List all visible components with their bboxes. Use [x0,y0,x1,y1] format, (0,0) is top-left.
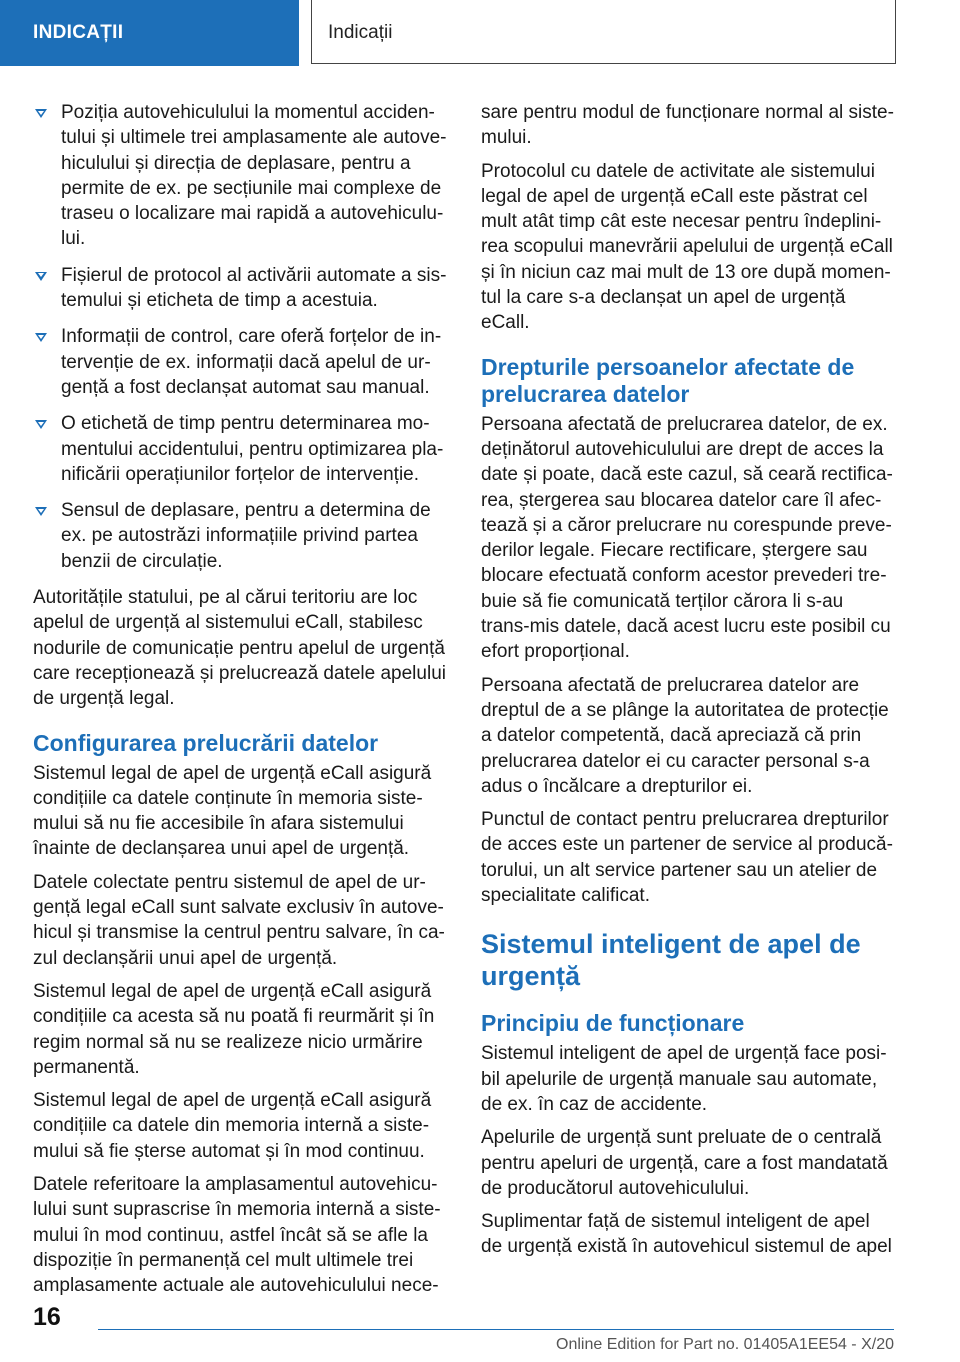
triangle-bullet-icon [35,507,47,516]
page-number: 16 [33,1303,61,1331]
paragraph: sare pentru modul de funcționare normal al siste-mului. [481,102,894,149]
triangle-bullet-icon [35,272,47,281]
paragraph: Suplimentar față de sistemul inteligent de apel de urgență există în autovehicul sistemul de apel [481,1211,892,1258]
page-title: Indicații [311,0,896,64]
section-tab[interactable]: INDICAȚII [0,0,299,66]
list-item: Informații de control, care oferă forțelor de in-tervenție de ex. informații dacă apelul de ur-gență a fost declanșat automat sau manual. [33,324,448,400]
page-header [0,0,960,66]
paragraph: Sistemul legal de apel de urgență eCall asigură condițiile ca datele conținute în memoria siste-mului să nu fie accesibile în afara sistemului înainte de declanșarea unui apel de urgență. [33,762,432,860]
paragraph: Apelurile de urgență sunt preluate de o centrală pentru apeluri de urgență, care a fost mandatată de producătorul autovehiculului. [481,1127,888,1199]
footer-divider [98,1329,894,1330]
paragraph: Datele colectate pentru sistemul de apel de ur-gență legal eCall sunt salvate exclusiv în autove-hicul și transmise la centrul pentru salvare, în ca-zul declanșării unui apel de urgență. [33,871,445,969]
paragraph: Persoana afectată de prelucrarea datelor, de ex. deținătorul autovehiculului are drept de acces la date și poate, dacă este cazul, să ceară rectifica-rea, ștergerea sau blocarea datelor care îl afec-tează și a căror prelucrare nu corespunde preve-derilor legale. Fiecare rectificare, ștergere sau blocare efectuată conform acestor prevederi tre-buie să fie comunicată terților cărora li s-au trans-mis datele, dacă acest lucru este posibil cu efort proporțional. [481,413,893,663]
edition-footer: Online Edition for Part no. 01405A1EE54 - X/20 [556,1336,894,1353]
paragraph: Sistemul legal de apel de urgență eCall asigură condițiile ca acesta să nu poată fi reurmărit și în regim normal să nu se realizeze nicio urmărire permanentă. [33,980,435,1078]
paragraph: Sistemul inteligent de apel de urgență face posi-bil apelurile de urgență manuale sau automate, de ex. în caz de accidente. [481,1043,887,1115]
list-item: Sensul de deplasare, pentru a determina de ex. pe autostrăzi informațiile privind partea benzii de circulație. [33,498,448,574]
list-item: Poziția autovehiculului la momentul acciden-tului și ultimele trei amplasamente ale autove-hiculului și direcția de deplasare, pentru a permite de ex. pe secțiunile mai complexe de traseu o localizare mai rapidă a autovehiculu-lui. [33,100,448,252]
section-heading: Drepturile persoanelor afectate de prelucrarea datelor [481,353,855,407]
left-column [33,100,448,1306]
list-item: O etichetă de timp pentru determinarea mo-mentului accidentului, pentru optimizarea pla-nificării operațiunilor forțelor de intervenție. [33,411,448,487]
paragraph: Autoritățile statului, pe al cărui teritoriu are loc apelul de urgență al sistemului eCall, stabilesc nodurile de comunicație pentru apelul de urgență care recepționează și prelucrează datele apelului de urgență legal. [33,587,446,710]
right-column [481,100,896,1268]
paragraph: Persoana afectată de prelucrarea datelor are dreptul de a se plânge la autoritatea de protecție a datelor competentă, dacă apreciază că prin prelucrarea datelor ei cu caracter personal s-a adus o încălcare a drepturilor ei. [481,674,889,797]
chapter-heading: Sistemul inteligent de apel de urgență [481,929,861,992]
list-item: Fișierul de protocol al activării automate a sis-temului și eticheta de timp a acestuia. [33,263,448,314]
paragraph: Sistemul legal de apel de urgență eCall asigură condițiile ca datele din memoria internă a siste-mului să fie șterse automat și în mod continuu. [33,1090,432,1162]
paragraph: Punctul de contact pentru prelucrarea drepturilor de acces este un partener de service al producă-torului, un alt service partener sau un atelier de specialitate calificat. [481,809,893,907]
triangle-bullet-icon [35,109,47,118]
paragraph: Datele referitoare la amplasamentul autovehicu-lului sunt suprascrise în memoria internă a siste-mului în mod continuu, astfel încât să se afle la dispoziție în permanență cel mult ultimele trei amplasamente actuale ale autovehiculului nece- [33,1173,441,1297]
paragraph: Protocolul cu datele de activitate ale sistemului legal de apel de urgență eCall este păstrat cel mult atât timp cât este necesar pentru îndeplini-rea scopului manevrării apelului de urgență eCall și în niciun caz mai mult de 13 ore după momen-tul la care s-a declanșat un apel de urgență eCall. [481,160,893,334]
triangle-bullet-icon [35,333,47,342]
triangle-bullet-icon [35,420,47,429]
section-heading: Configurarea prelucrării datelor [33,729,379,756]
section-heading: Principiu de funcționare [481,1010,745,1037]
